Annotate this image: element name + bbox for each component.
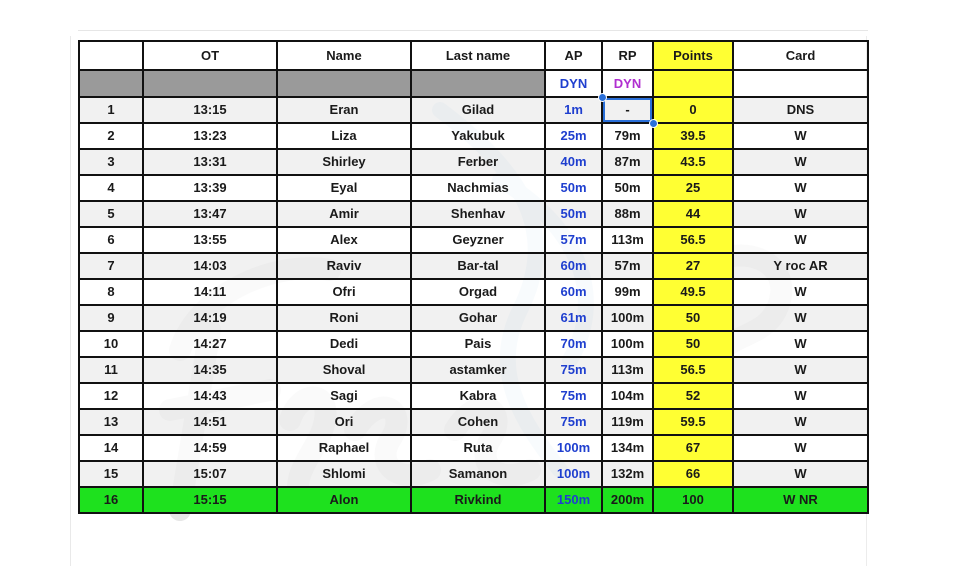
cell-rp[interactable]: 87m <box>602 149 653 175</box>
cell-ap[interactable]: 50m <box>545 201 602 227</box>
cell-last-name[interactable]: astamker <box>411 357 545 383</box>
discipline-ap: DYN <box>545 70 602 97</box>
cell-num[interactable]: 9 <box>79 305 143 331</box>
cell-rp[interactable]: 104m <box>602 383 653 409</box>
cell-ot[interactable]: 13:15 <box>143 97 277 123</box>
table-row[interactable] <box>79 201 868 227</box>
header-ap: AP <box>545 41 602 70</box>
cell-ap[interactable]: 57m <box>545 227 602 253</box>
cell-ap[interactable]: 60m <box>545 253 602 279</box>
table-row[interactable] <box>79 357 868 383</box>
cell-name[interactable]: Amir <box>277 201 411 227</box>
cell-last-name[interactable]: Gilad <box>411 97 545 123</box>
cell-last-name[interactable]: Cohen <box>411 409 545 435</box>
results-table <box>78 40 869 514</box>
cell-ap[interactable]: 75m <box>545 409 602 435</box>
cell-ot[interactable]: 13:55 <box>143 227 277 253</box>
cell-rp-selected[interactable]: - <box>602 97 653 123</box>
cell-name[interactable]: Raviv <box>277 253 411 279</box>
page-edge-left <box>70 36 71 566</box>
cell-rp[interactable]: 113m <box>602 357 653 383</box>
discipline-card-blank <box>733 70 868 97</box>
cell-card[interactable]: W <box>733 227 868 253</box>
cell-card[interactable]: W NR <box>733 487 868 513</box>
cell-num[interactable]: 7 <box>79 253 143 279</box>
cell-card[interactable]: W <box>733 461 868 487</box>
cell-points[interactable]: 100 <box>653 487 733 513</box>
header-last-name: Last name <box>411 41 545 70</box>
cell-card[interactable]: W <box>733 201 868 227</box>
cell-last-name[interactable]: Kabra <box>411 383 545 409</box>
cell-num[interactable]: 13 <box>79 409 143 435</box>
cell-points[interactable]: 27 <box>653 253 733 279</box>
selection-handle-bottom-right[interactable] <box>649 119 658 128</box>
cell-ap[interactable]: 150m <box>545 487 602 513</box>
page-edge-top <box>78 30 868 31</box>
cell-num[interactable]: 10 <box>79 331 143 357</box>
cell-rp[interactable]: 88m <box>602 201 653 227</box>
cell-points[interactable]: 25 <box>653 175 733 201</box>
cell-points[interactable]: 39.5 <box>653 123 733 149</box>
cell-num[interactable]: 2 <box>79 123 143 149</box>
selection-handle-top-left[interactable] <box>598 93 607 102</box>
cell-num[interactable]: 16 <box>79 487 143 513</box>
table-row[interactable] <box>79 149 868 175</box>
cell-name[interactable]: Roni <box>277 305 411 331</box>
table-row[interactable] <box>79 435 868 461</box>
cell-points[interactable]: 50 <box>653 331 733 357</box>
cell-points[interactable]: 52 <box>653 383 733 409</box>
cell-ap[interactable]: 1m <box>545 97 602 123</box>
cell-last-name[interactable]: Ruta <box>411 435 545 461</box>
cell-rp[interactable]: 50m <box>602 175 653 201</box>
cell-last-name[interactable]: Orgad <box>411 279 545 305</box>
cell-points[interactable]: 44 <box>653 201 733 227</box>
cell-ap[interactable]: 61m <box>545 305 602 331</box>
cell-card[interactable]: W <box>733 409 868 435</box>
cell-card[interactable]: DNS <box>733 97 868 123</box>
header-ot: OT <box>143 41 277 70</box>
discipline-blank <box>277 70 411 97</box>
cell-last-name[interactable]: Rivkind <box>411 487 545 513</box>
cell-rp[interactable]: 100m <box>602 305 653 331</box>
cell-last-name[interactable]: Bar-tal <box>411 253 545 279</box>
table-row[interactable] <box>79 305 868 331</box>
cell-points[interactable]: 49.5 <box>653 279 733 305</box>
cell-rp[interactable]: 119m <box>602 409 653 435</box>
cell-ot[interactable]: 14:35 <box>143 357 277 383</box>
discipline-rp: DYN <box>602 70 653 97</box>
header-name: Name <box>277 41 411 70</box>
cell-ot[interactable]: 13:23 <box>143 123 277 149</box>
cell-last-name[interactable]: Ferber <box>411 149 545 175</box>
table-row[interactable] <box>79 383 868 409</box>
cell-name[interactable]: Shoval <box>277 357 411 383</box>
cell-ot[interactable]: 14:11 <box>143 279 277 305</box>
cell-ot[interactable]: 15:15 <box>143 487 277 513</box>
cell-ap[interactable]: 100m <box>545 435 602 461</box>
table-row[interactable] <box>79 97 868 123</box>
cell-last-name[interactable]: Samanon <box>411 461 545 487</box>
cell-name[interactable]: Raphael <box>277 435 411 461</box>
cell-ot[interactable]: 13:47 <box>143 201 277 227</box>
cell-ot[interactable]: 14:19 <box>143 305 277 331</box>
cell-num[interactable]: 12 <box>79 383 143 409</box>
cell-rp[interactable]: 79m <box>602 123 653 149</box>
cell-name[interactable]: Eran <box>277 97 411 123</box>
table-row[interactable] <box>79 175 868 201</box>
cell-ot[interactable]: 14:03 <box>143 253 277 279</box>
cell-ap[interactable]: 50m <box>545 175 602 201</box>
cell-num[interactable]: 11 <box>79 357 143 383</box>
cell-num[interactable]: 6 <box>79 227 143 253</box>
cell-card[interactable]: W <box>733 383 868 409</box>
cell-name[interactable]: Sagi <box>277 383 411 409</box>
cell-num[interactable]: 15 <box>79 461 143 487</box>
cell-name[interactable]: Liza <box>277 123 411 149</box>
cell-card[interactable]: W <box>733 435 868 461</box>
cell-ot[interactable]: 15:07 <box>143 461 277 487</box>
cell-name[interactable]: Alex <box>277 227 411 253</box>
header-points: Points <box>653 41 733 70</box>
cell-card[interactable]: W <box>733 357 868 383</box>
cell-name[interactable]: Shlomi <box>277 461 411 487</box>
table-row[interactable] <box>79 253 868 279</box>
discipline-points-blank <box>653 70 733 97</box>
cell-ot[interactable]: 14:59 <box>143 435 277 461</box>
cell-card[interactable]: W <box>733 149 868 175</box>
cell-last-name[interactable]: Geyzner <box>411 227 545 253</box>
cell-ot[interactable]: 14:43 <box>143 383 277 409</box>
cell-last-name[interactable]: Shenhav <box>411 201 545 227</box>
discipline-blank <box>411 70 545 97</box>
cell-rp[interactable]: 100m <box>602 331 653 357</box>
cell-rp[interactable]: 113m <box>602 227 653 253</box>
cell-card[interactable]: Y roc AR <box>733 253 868 279</box>
cell-name[interactable]: Alon <box>277 487 411 513</box>
header-rp: RP <box>602 41 653 70</box>
cell-rp[interactable]: 200m <box>602 487 653 513</box>
cell-card[interactable]: W <box>733 305 868 331</box>
table-row[interactable] <box>79 279 868 305</box>
header-card: Card <box>733 41 868 70</box>
cell-ap[interactable]: 40m <box>545 149 602 175</box>
cell-name[interactable]: Dedi <box>277 331 411 357</box>
cell-card[interactable]: W <box>733 279 868 305</box>
discipline-blank <box>79 70 143 97</box>
cell-points[interactable]: 0 <box>653 97 733 123</box>
cell-num[interactable]: 3 <box>79 149 143 175</box>
table-row[interactable] <box>79 487 868 513</box>
cell-points[interactable]: 56.5 <box>653 227 733 253</box>
cell-ap[interactable]: 25m <box>545 123 602 149</box>
cell-last-name[interactable]: Nachmias <box>411 175 545 201</box>
cell-card[interactable]: W <box>733 331 868 357</box>
cell-num[interactable]: 5 <box>79 201 143 227</box>
cell-num[interactable]: 14 <box>79 435 143 461</box>
cell-points[interactable]: 67 <box>653 435 733 461</box>
cell-num[interactable]: 8 <box>79 279 143 305</box>
table-row[interactable] <box>79 123 868 149</box>
cell-rp[interactable]: 99m <box>602 279 653 305</box>
cell-last-name[interactable]: Yakubuk <box>411 123 545 149</box>
table-row[interactable] <box>79 409 868 435</box>
cell-points[interactable]: 50 <box>653 305 733 331</box>
cell-points[interactable]: 59.5 <box>653 409 733 435</box>
header-num <box>79 41 143 70</box>
cell-rp[interactable]: 57m <box>602 253 653 279</box>
header-row <box>79 41 868 70</box>
cell-points[interactable]: 56.5 <box>653 357 733 383</box>
cell-points[interactable]: 43.5 <box>653 149 733 175</box>
cell-ap[interactable]: 100m <box>545 461 602 487</box>
cell-points[interactable]: 66 <box>653 461 733 487</box>
table-row[interactable] <box>79 461 868 487</box>
cell-num[interactable]: 4 <box>79 175 143 201</box>
cell-ot[interactable]: 13:31 <box>143 149 277 175</box>
cell-rp[interactable]: 134m <box>602 435 653 461</box>
cell-ap[interactable]: 70m <box>545 331 602 357</box>
cell-ot[interactable]: 14:51 <box>143 409 277 435</box>
discipline-blank <box>143 70 277 97</box>
cell-ot[interactable]: 14:27 <box>143 331 277 357</box>
cell-ap[interactable]: 75m <box>545 357 602 383</box>
discipline-row <box>79 70 868 97</box>
table-row[interactable] <box>79 227 868 253</box>
cell-last-name[interactable]: Pais <box>411 331 545 357</box>
cell-name[interactable]: Ofri <box>277 279 411 305</box>
cell-ap[interactable]: 75m <box>545 383 602 409</box>
cell-ot[interactable]: 13:39 <box>143 175 277 201</box>
cell-card[interactable]: W <box>733 175 868 201</box>
cell-name[interactable]: Shirley <box>277 149 411 175</box>
cell-card[interactable]: W <box>733 123 868 149</box>
cell-ap[interactable]: 60m <box>545 279 602 305</box>
cell-last-name[interactable]: Gohar <box>411 305 545 331</box>
cell-name[interactable]: Eyal <box>277 175 411 201</box>
table-row[interactable] <box>79 331 868 357</box>
cell-name[interactable]: Ori <box>277 409 411 435</box>
cell-num[interactable]: 1 <box>79 97 143 123</box>
cell-rp[interactable]: 132m <box>602 461 653 487</box>
